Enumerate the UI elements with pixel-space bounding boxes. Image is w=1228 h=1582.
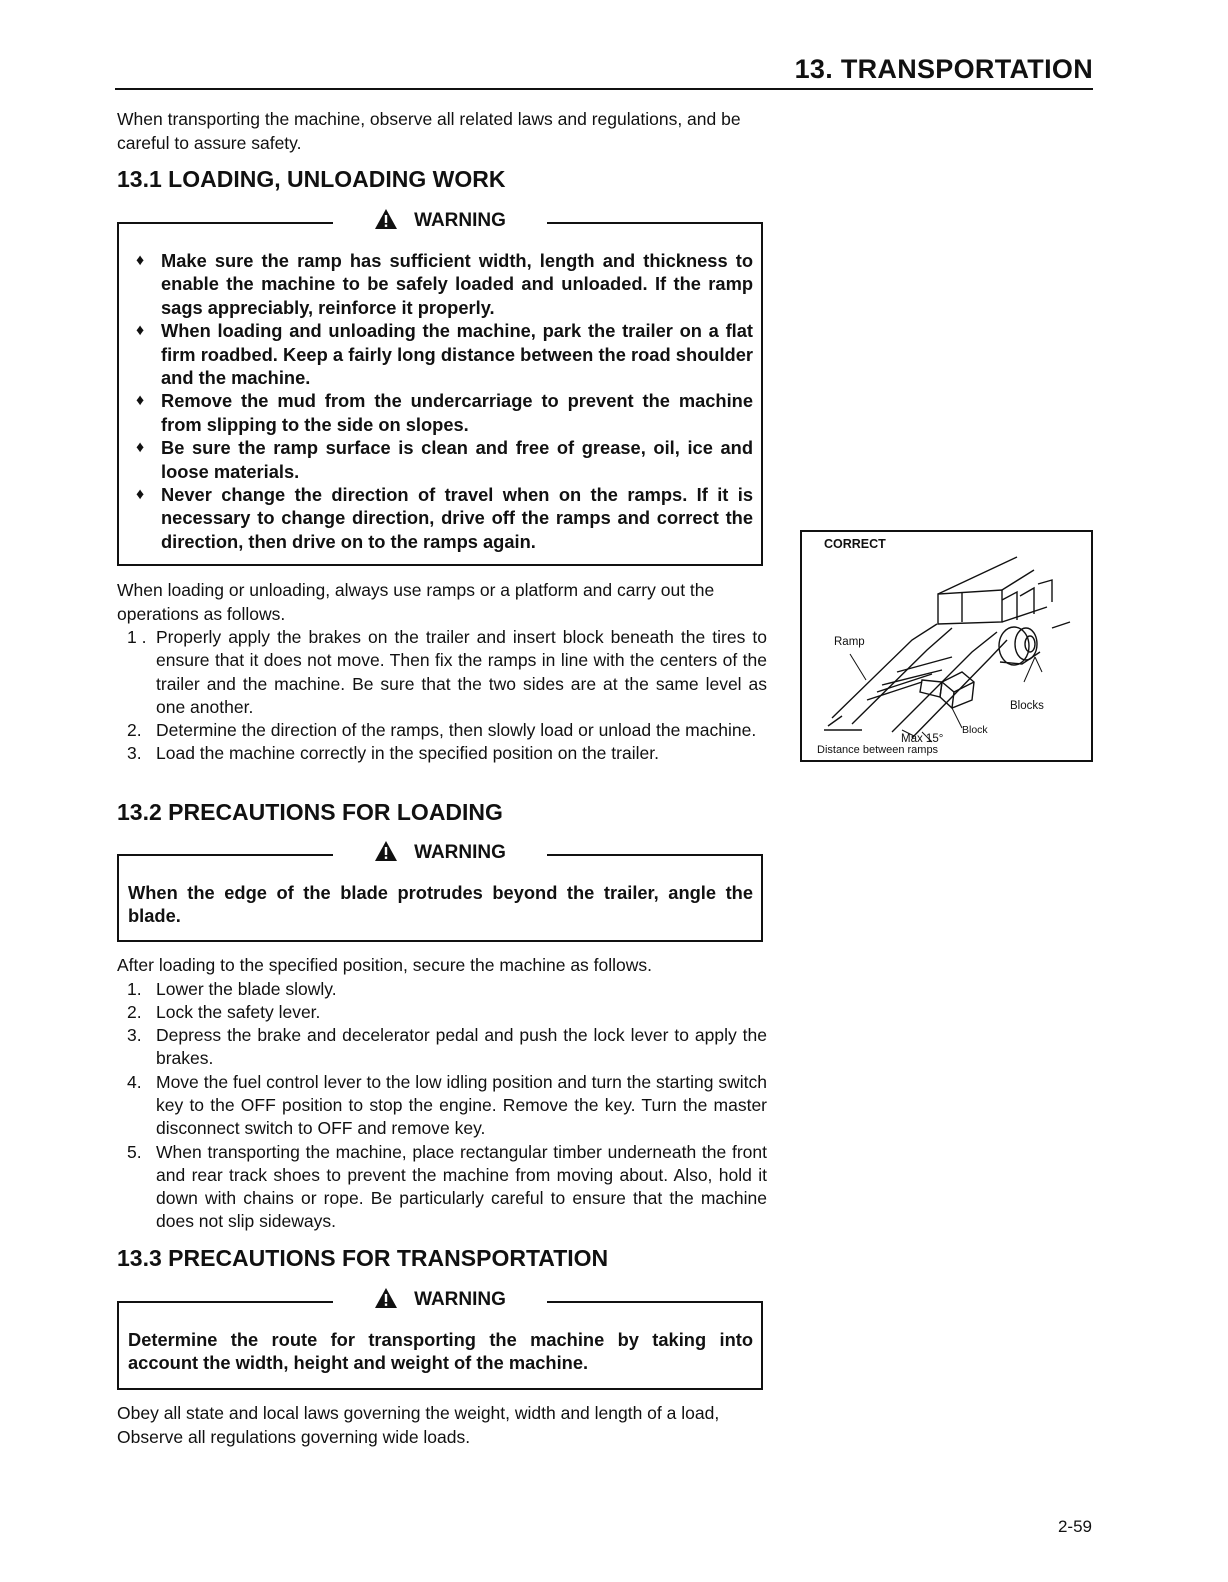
list-item: ♦ Remove the mud from the undercarriage to prevent the machine from slipping to the side on slopes. xyxy=(136,390,753,435)
section-2-heading: 13.2 PRECAUTIONS FOR LOADING xyxy=(117,799,503,825)
page-header xyxy=(115,50,1093,90)
list-item: 3. Load the machine correctly in the specified position on the trailer. xyxy=(127,743,659,764)
blocks-label: Blocks xyxy=(1010,700,1044,712)
chapter-title: 13. TRANSPORTATION xyxy=(794,54,1093,84)
list-item: ♦ Make sure the ramp has sufficient width, length and thickness to enable the machine to be safely loaded and unloaded. If the ramp sags appreciably, reinforce it properly. xyxy=(136,250,753,318)
steps-list xyxy=(117,626,767,766)
list-item: 3. Depress the brake and decelerator pedal and push the lock lever to apply the brakes. xyxy=(127,1025,767,1069)
warning-triangle-icon xyxy=(374,208,398,230)
diamond-bullet-icon: ♦ xyxy=(136,252,145,269)
list-item: 2. Determine the direction of the ramps, then slowly load or unload the machine. xyxy=(127,720,757,741)
list-item: 4. Move the fuel control lever to the low idling position and turn the starting switch key to the OFF position to stop the engine. Remove the key. Turn the master disconnect switch to OFF and remove key. xyxy=(127,1071,767,1139)
warning-text: When the edge of the blade protrudes beyond the trailer, angle the blade. xyxy=(128,882,753,927)
list-item: 2. Lock the safety lever. xyxy=(127,1001,321,1022)
block-label: Block xyxy=(962,724,988,736)
intro-paragraph: When transporting the machine, observe all related laws and regulations, and be careful to assure safety. xyxy=(117,109,741,153)
warning-label: WARNING xyxy=(119,839,761,867)
figure-title: CORRECT xyxy=(824,537,886,551)
warning-text: Determine the route for transporting the machine by taking into account the width, height and weight of the machine. xyxy=(128,1329,753,1374)
section-1-heading: 13.1 LOADING, UNLOADING WORK xyxy=(117,166,506,192)
list-item: 1. Lower the blade slowly. xyxy=(127,978,337,999)
body-paragraph: Obey all state and local laws governing the weight, width and length of a load, Observe all regulations governing wide loads. xyxy=(117,1403,720,1447)
warning-label: WARNING xyxy=(119,1286,761,1314)
warning-box-3 xyxy=(117,1289,763,1390)
list-item: 1 . Properly apply the brakes on the trailer and insert block beneath the tires to ensure that it does not move. Then fix the ramps in line with the centers of the trailer and the machine. Be sure that the two sides are at the same level as one another. xyxy=(127,627,767,717)
list-item: ♦ Be sure the ramp surface is clean and free of grease, oil, ice and loose materials. xyxy=(136,437,753,482)
body-intro: After loading to the specified position, secure the machine as follows. xyxy=(117,955,653,975)
warning-triangle-icon xyxy=(374,840,398,862)
ramp-illustration xyxy=(802,532,1095,764)
page-number: 2-59 xyxy=(1057,1517,1092,1536)
diamond-bullet-icon: ♦ xyxy=(136,392,145,410)
body-intro: When loading or unloading, always use ramps or a platform and carry out the operations as follows. xyxy=(117,580,715,624)
warning-triangle-icon xyxy=(374,1287,398,1309)
ramp-figure xyxy=(800,530,1093,762)
warning-box-2 xyxy=(117,842,763,942)
intro-block xyxy=(117,108,767,155)
section-3-body xyxy=(117,1402,767,1449)
warning-list xyxy=(128,249,753,553)
steps-list xyxy=(117,978,767,1234)
list-item: ♦ When loading and unloading the machine, park the trailer on a flat firm roadbed. Keep a fairly long distance between the road shoulder and the machine. xyxy=(136,320,753,389)
list-item: 5. When transporting the machine, place rectangular timber underneath the front and rear track shoes to prevent the machine from moving about. Also, hold it down with chains or rope. Be particularly careful to ensure that the machine does not slip sideways. xyxy=(127,1141,767,1232)
warning-box-1 xyxy=(117,210,763,566)
section-3-heading: 13.3 PRECAUTIONS FOR TRANSPORTATION xyxy=(117,1245,609,1271)
ramp-label: Ramp xyxy=(834,636,865,648)
max-angle-label: Max 15° xyxy=(901,733,944,745)
diamond-bullet-icon: ♦ xyxy=(136,439,145,457)
diamond-bullet-icon: ♦ xyxy=(136,322,145,340)
warning-label: WARNING xyxy=(119,207,761,235)
list-item: ♦ Never change the direction of travel when on the ramps. If it is necessary to change direction, drive off the ramps and correct the direction, then drive on to the ramps again. xyxy=(136,484,753,552)
section-2-body xyxy=(117,954,767,1234)
distance-label: Distance between ramps xyxy=(817,744,939,756)
section-1-body xyxy=(117,579,767,766)
diamond-bullet-icon: ♦ xyxy=(136,486,145,504)
